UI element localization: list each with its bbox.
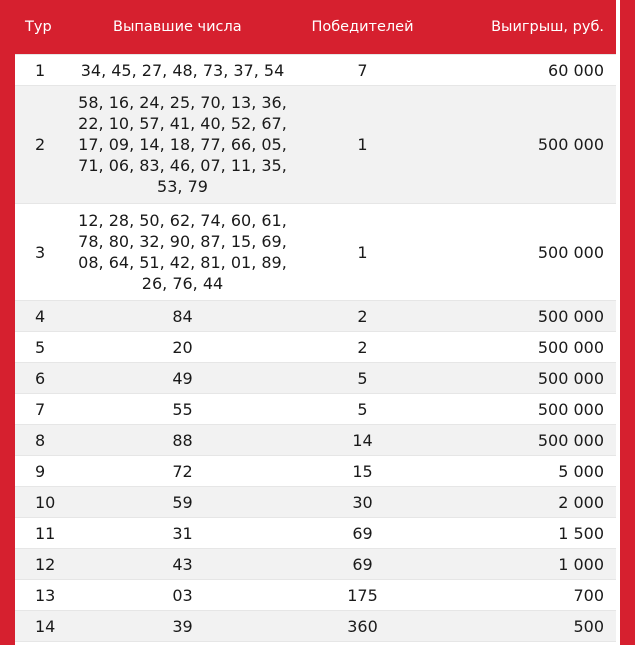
cell-drawn-numbers bbox=[65, 456, 300, 487]
cell-winners: 175 bbox=[300, 580, 425, 611]
table-row bbox=[15, 394, 616, 425]
cell-prize: 500 000 bbox=[425, 301, 616, 332]
cell-tour: 6 bbox=[15, 363, 65, 394]
header-prize: Выигрыш, руб. bbox=[425, 0, 616, 55]
drawn-numbers-line: 84 bbox=[172, 306, 193, 326]
cell-prize: 500 000 bbox=[425, 394, 616, 425]
cell-drawn-numbers bbox=[65, 549, 300, 580]
drawn-numbers-line: 58, 16, 24, 25, 70, 13, 36, bbox=[78, 93, 287, 112]
table-row bbox=[15, 549, 616, 580]
cell-winners: 5 bbox=[300, 363, 425, 394]
cell-tour: 13 bbox=[15, 580, 65, 611]
cell-tour: 9 bbox=[15, 456, 65, 487]
cell-prize: 60 000 bbox=[425, 55, 616, 86]
cell-drawn-numbers bbox=[65, 301, 300, 332]
drawn-numbers-line: 08, 64, 51, 42, 81, 01, 89, bbox=[78, 253, 287, 272]
drawn-numbers-line: 88 bbox=[172, 430, 193, 450]
cell-tour: 12 bbox=[15, 549, 65, 580]
cell-tour: 2 bbox=[15, 86, 65, 204]
cell-drawn-numbers bbox=[65, 363, 300, 394]
cell-winners: 14 bbox=[300, 425, 425, 456]
header-tour: Тур bbox=[15, 0, 65, 55]
cell-prize: 5 000 bbox=[425, 456, 616, 487]
drawn-numbers-line: 55 bbox=[172, 399, 193, 419]
table-row bbox=[15, 332, 616, 363]
cell-tour: 8 bbox=[15, 425, 65, 456]
cell-winners: 360 bbox=[300, 611, 425, 642]
cell-prize: 700 bbox=[425, 580, 616, 611]
cell-winners: 2 bbox=[300, 332, 425, 363]
lottery-results-table bbox=[15, 0, 616, 642]
left-red-border bbox=[0, 0, 15, 645]
cell-prize: 500 000 bbox=[425, 204, 616, 301]
cell-tour: 1 bbox=[15, 55, 65, 86]
drawn-numbers-line: 43 bbox=[172, 554, 193, 574]
cell-prize: 500 000 bbox=[425, 363, 616, 394]
cell-winners: 69 bbox=[300, 549, 425, 580]
drawn-numbers-line: 49 bbox=[172, 368, 193, 388]
cell-prize: 1 000 bbox=[425, 549, 616, 580]
cell-tour: 4 bbox=[15, 301, 65, 332]
drawn-numbers-line: 22, 10, 57, 41, 40, 52, 67, bbox=[78, 114, 287, 133]
table-row bbox=[15, 204, 616, 301]
header-drawn-numbers: Выпавшие числа bbox=[65, 0, 300, 55]
cell-prize: 500 000 bbox=[425, 332, 616, 363]
drawn-numbers-line: 17, 09, 14, 18, 77, 66, 05, bbox=[78, 135, 287, 154]
cell-tour: 10 bbox=[15, 487, 65, 518]
cell-drawn-numbers bbox=[65, 332, 300, 363]
cell-winners: 30 bbox=[300, 487, 425, 518]
table-row bbox=[15, 301, 616, 332]
table-row bbox=[15, 55, 616, 86]
drawn-numbers-line: 72 bbox=[172, 461, 193, 481]
table-row bbox=[15, 363, 616, 394]
cell-drawn-numbers bbox=[65, 425, 300, 456]
cell-tour: 11 bbox=[15, 518, 65, 549]
cell-drawn-numbers bbox=[65, 394, 300, 425]
cell-tour: 5 bbox=[15, 332, 65, 363]
table-row bbox=[15, 456, 616, 487]
table-header bbox=[15, 0, 616, 55]
cell-winners: 1 bbox=[300, 204, 425, 301]
right-red-border bbox=[620, 0, 635, 645]
cell-drawn-numbers bbox=[65, 518, 300, 549]
drawn-numbers-line: 71, 06, 83, 46, 07, 11, 35, bbox=[78, 156, 287, 175]
drawn-numbers-line: 39 bbox=[172, 616, 193, 636]
cell-drawn-numbers bbox=[65, 487, 300, 518]
cell-prize: 500 000 bbox=[425, 425, 616, 456]
cell-tour: 14 bbox=[15, 611, 65, 642]
cell-tour: 7 bbox=[15, 394, 65, 425]
drawn-numbers-line: 20 bbox=[172, 337, 193, 357]
table-body bbox=[15, 55, 616, 642]
cell-drawn-numbers bbox=[65, 86, 300, 204]
drawn-numbers-line: 34, 45, 27, 48, 73, 37, 54 bbox=[80, 60, 285, 80]
drawn-numbers-line: 59 bbox=[172, 492, 193, 512]
cell-winners: 15 bbox=[300, 456, 425, 487]
table-row bbox=[15, 425, 616, 456]
drawn-numbers-line: 12, 28, 50, 62, 74, 60, 61, bbox=[78, 211, 287, 230]
drawn-numbers-line: 53, 79 bbox=[157, 177, 208, 196]
cell-prize: 500 bbox=[425, 611, 616, 642]
table-row bbox=[15, 86, 616, 204]
table-row bbox=[15, 487, 616, 518]
cell-drawn-numbers bbox=[65, 611, 300, 642]
cell-prize: 500 000 bbox=[425, 86, 616, 204]
cell-winners: 7 bbox=[300, 55, 425, 86]
table-row bbox=[15, 580, 616, 611]
header-row bbox=[15, 0, 616, 55]
cell-tour: 3 bbox=[15, 204, 65, 301]
cell-drawn-numbers bbox=[65, 204, 300, 301]
drawn-numbers-line: 03 bbox=[172, 585, 193, 605]
cell-winners: 5 bbox=[300, 394, 425, 425]
cell-winners: 2 bbox=[300, 301, 425, 332]
drawn-numbers-line: 78, 80, 32, 90, 87, 15, 69, bbox=[78, 232, 287, 251]
cell-prize: 2 000 bbox=[425, 487, 616, 518]
drawn-numbers-line: 26, 76, 44 bbox=[141, 274, 224, 293]
cell-prize: 1 500 bbox=[425, 518, 616, 549]
cell-drawn-numbers bbox=[65, 580, 300, 611]
table-row bbox=[15, 611, 616, 642]
table-row bbox=[15, 518, 616, 549]
header-winners: Победителей bbox=[300, 0, 425, 55]
drawn-numbers-line: 31 bbox=[172, 523, 193, 543]
cell-drawn-numbers bbox=[65, 55, 300, 86]
cell-winners: 1 bbox=[300, 86, 425, 204]
cell-winners: 69 bbox=[300, 518, 425, 549]
